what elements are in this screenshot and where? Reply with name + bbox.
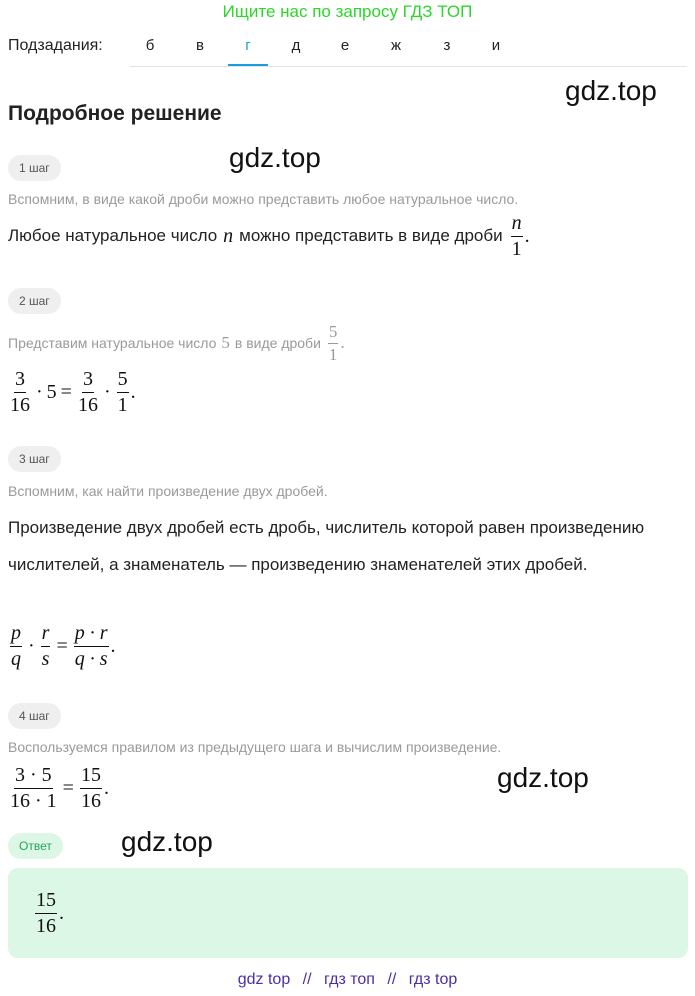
step-badge: 1 шаг <box>8 155 61 181</box>
fraction-numerator: 15 <box>35 890 57 914</box>
fraction-numerator: 5 <box>328 323 339 344</box>
fraction <box>511 213 523 260</box>
fraction-numerator: r <box>41 623 51 647</box>
step-hint: Вспомним, как найти произведение двух дробей. <box>8 483 328 499</box>
math-formula: $\frac{3 \cdot 5}{16 \cdot 1}$ = $\frac{15}{16}$ . <box>10 763 109 812</box>
operator: = <box>60 380 72 403</box>
tab-g[interactable]: г <box>228 30 268 66</box>
math-var: n <box>223 224 234 247</box>
footer-separator: // <box>302 971 312 988</box>
tab-v[interactable]: в <box>196 37 204 54</box>
subtasks-label: Подзадания: <box>8 37 103 54</box>
tab-z[interactable]: з <box>443 37 451 54</box>
fraction-denominator: q <box>11 647 21 670</box>
fraction <box>35 890 57 937</box>
math-formula: $\frac{p}{q}$ · $\frac{r}{s}$ = $\frac{p \cdot r}{q \cdot s}$ . <box>11 621 116 670</box>
fraction-denominator: 16 <box>36 914 56 937</box>
fraction-denominator: 1 <box>511 237 522 260</box>
math-formula: $\frac{3}{16}$ · 5 = $\frac{3}{16}$ · $\frac{5}{1}$ . <box>10 367 136 416</box>
math-number: 5 <box>221 333 230 352</box>
footer-separator: // <box>387 971 397 988</box>
answer-badge: Ответ <box>8 833 63 859</box>
fraction-numerator: 15 <box>80 765 102 789</box>
page-title: Подробное решение <box>8 102 222 125</box>
watermark: gdz.top <box>497 762 589 793</box>
fraction <box>10 623 22 670</box>
step-badge: 2 шаг <box>8 288 61 314</box>
text-fragment: в виде дроби <box>234 335 321 351</box>
math-number: 5 <box>46 380 57 403</box>
subtasks-tabs <box>130 30 687 67</box>
fraction-numerator: n <box>511 213 523 237</box>
fraction-denominator: 1 <box>328 344 338 364</box>
fraction <box>78 369 98 416</box>
operator: = <box>62 776 74 799</box>
fraction <box>328 323 339 364</box>
fraction-numerator: 3 <box>82 369 94 393</box>
fraction-denominator: 16 <box>80 789 101 812</box>
watermark: gdz.top <box>229 142 321 173</box>
footer-links <box>0 971 695 989</box>
fraction-numerator: p · r <box>74 623 109 647</box>
fraction <box>74 623 109 670</box>
fraction-denominator: s <box>41 647 50 670</box>
fraction <box>117 369 129 416</box>
operator: · <box>103 380 111 403</box>
math-formula: $\frac{5}{1}$ . <box>328 321 345 364</box>
operator: · <box>36 380 43 403</box>
fraction-denominator: 16 <box>10 393 30 416</box>
step-badge: 3 шаг <box>8 446 61 472</box>
step-hint: Вспомним, в виде какой дроби можно представить любое натуральное число. <box>8 191 519 207</box>
fraction <box>80 765 102 812</box>
fraction-denominator: 16 · 1 <box>10 789 57 812</box>
text-fragment: Любое натуральное число <box>8 226 218 245</box>
watermark: gdz.top <box>121 826 213 857</box>
operator: = <box>56 634 68 657</box>
watermark: gdz.top <box>565 75 657 106</box>
step-hint: Воспользуемся правилом из предыдущего шага и вычислим произведение. <box>8 739 502 755</box>
fraction-numerator: 3 <box>14 369 26 393</box>
fraction-numerator: 5 <box>117 369 129 393</box>
tab-b[interactable]: б <box>145 37 155 54</box>
fraction-denominator: q · s <box>74 647 108 670</box>
fraction <box>10 765 57 812</box>
text-fragment: можно представить в виде дроби <box>239 226 503 245</box>
tab-i[interactable]: и <box>491 37 501 54</box>
step-hint <box>8 320 345 366</box>
tab-d[interactable]: д <box>291 37 301 54</box>
fraction-denominator: 1 <box>117 393 128 416</box>
fraction-denominator: 16 <box>77 393 98 416</box>
fraction <box>10 369 30 416</box>
answer-box <box>8 868 688 958</box>
promo-banner[interactable]: Ищите нас по запросу ГДЗ ТОП <box>222 2 473 21</box>
footer-link[interactable]: gdz top <box>237 971 291 988</box>
math-formula: $\frac{n}{1}$ . <box>511 211 530 260</box>
answer-formula: $\frac{15}{16}$ . <box>36 888 64 937</box>
step-text <box>8 213 530 259</box>
fraction-numerator: p <box>10 623 22 647</box>
operator: · <box>28 634 35 657</box>
text-fragment: Представим натуральное число <box>8 335 217 351</box>
step-badge: 4 шаг <box>8 703 61 729</box>
tab-e[interactable]: е <box>340 37 350 54</box>
tab-zh[interactable]: ж <box>390 37 402 54</box>
footer-link[interactable]: гдз топ <box>324 971 375 988</box>
fraction <box>41 623 51 670</box>
footer-link[interactable]: гдз top <box>408 971 458 988</box>
fraction-numerator: 3 · 5 <box>14 765 53 789</box>
rule-text: Произведение двух дробей есть дробь, числитель которой равен произведению числителей, а знаменатель — произведению знаменателей этих дробей. <box>8 518 645 574</box>
